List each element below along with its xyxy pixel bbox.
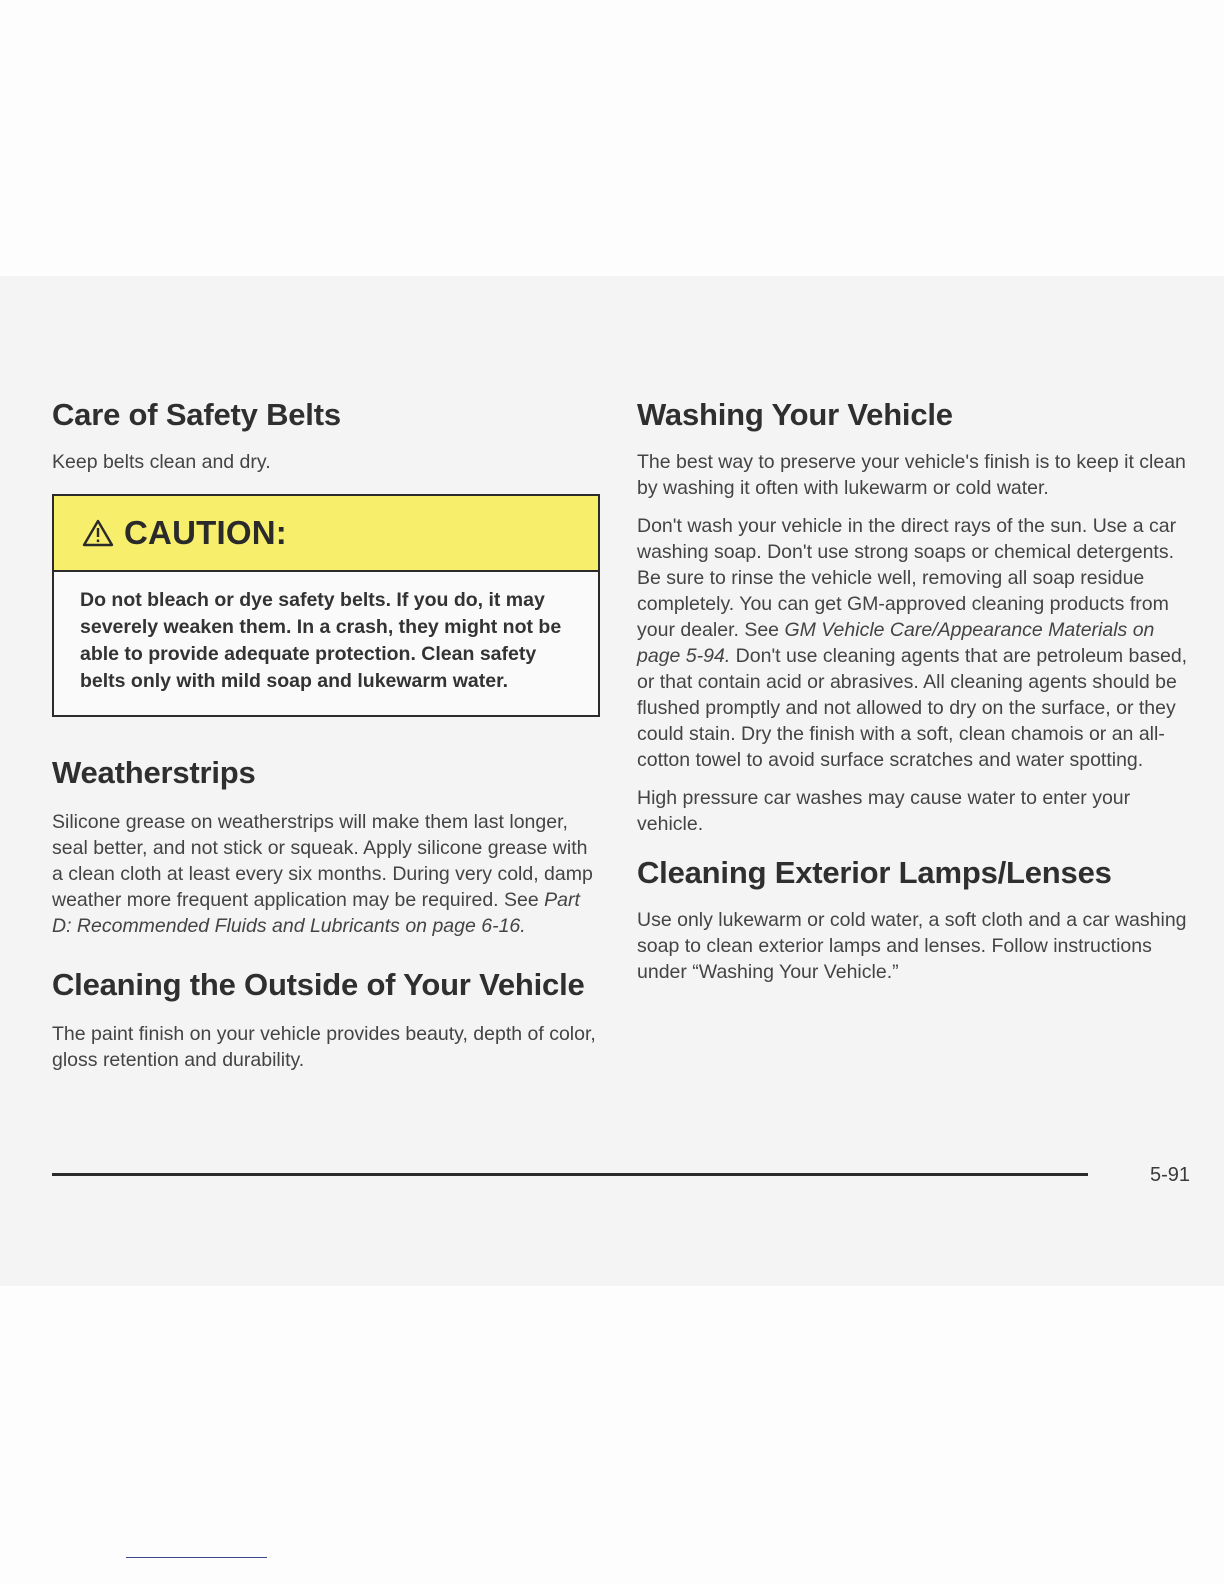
caution-box [52, 494, 600, 717]
washing-your-vehicle-heading: Washing Your Vehicle [637, 397, 953, 432]
footer-rule [52, 1173, 1088, 1176]
bottom-underline [126, 1557, 267, 1558]
weatherstrips-text [52, 809, 600, 939]
washing-paragraph-2 [637, 513, 1195, 773]
caution-text: Do not bleach or dye safety belts. If you do, it may severely weaken them. In a crash, they might not be able to provide adequate protection. Clean safety belts only with mild soap and lukewarm water. [80, 589, 562, 692]
page-number: 5-91 [1149, 1164, 1190, 1186]
caution-title: CAUTION: [124, 514, 287, 551]
left-column [52, 395, 600, 1073]
warning-triangle-icon [82, 519, 114, 547]
cleaning-exterior-lamps-heading: Cleaning Exterior Lamps/Lenses [637, 855, 1112, 890]
cleaning-exterior-lamps-text: Use only lukewarm or cold water, a soft cloth and a car washing soap to clean exterior lamps and lenses. Follow instructions under “Washing Your Vehicle.” [637, 909, 1187, 983]
washing-paragraph-3: High pressure car washes may cause water to enter your vehicle. [637, 787, 1131, 835]
right-column [637, 395, 1195, 985]
weatherstrips-heading: Weatherstrips [52, 755, 256, 790]
care-of-safety-belts-text: Keep belts clean and dry. [52, 451, 271, 473]
washing-reference: GM Vehicle Care/Appearance Materials on page 5-94. [637, 619, 1155, 667]
cleaning-outside-text: The paint finish on your vehicle provides beauty, depth of color, gloss retention and durability. [52, 1023, 596, 1071]
washing-paragraph-2-end: Don't use cleaning agents that are petroleum based, or that contain acid or abrasives. All cleaning agents should be flushed promptly and not allowed to dry on the surface, or they could stain. Dry the finish with a soft, clean chamois or an all-cotton towel to avoid surface scratches and water spotting. [637, 645, 1188, 771]
weatherstrips-body: Silicone grease on weatherstrips will make them last longer, seal better, and not stick or squeak. Apply silicone grease with a clean cloth at least every six months. During very cold, damp weather more frequent application may be required. See [52, 811, 593, 911]
washing-paragraph-1: The best way to preserve your vehicle's finish is to keep it clean by washing it often with lukewarm or cold water. [637, 451, 1186, 499]
caution-header [54, 496, 598, 572]
weatherstrips-reference: Part D: Recommended Fluids and Lubricants on page 6-16. [52, 889, 580, 937]
care-of-safety-belts-heading: Care of Safety Belts [52, 397, 341, 432]
washing-paragraph-2-start: Don't wash your vehicle in the direct rays of the sun. Use a car washing soap. Don't use strong soaps or chemical detergents. Be sure to rinse the vehicle well, removing all soap residue completely. You can get GM-approved cleaning products from your dealer. See [637, 515, 1177, 641]
cleaning-outside-heading: Cleaning the Outside of Your Vehicle [52, 967, 585, 1002]
